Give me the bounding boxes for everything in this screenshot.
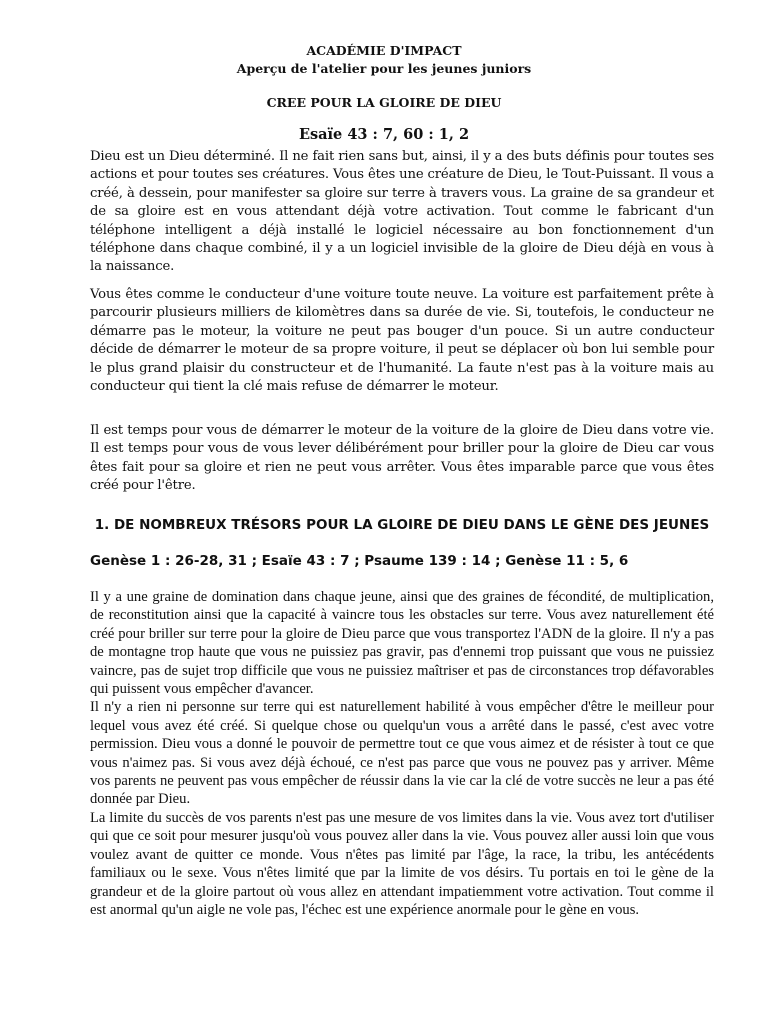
intro-paragraph-2: Vous êtes comme le conducteur d'une voiture toute neuve. La voiture est parfaitement prête à parcourir plusieurs milliers de kilomètres dans sa durée de vie. Si, toutefois, le conducteur ne démarre pas le moteur, la voiture ne peut pas bouger d'un pouce. Si un autre conducteur décide de démarrer le moteur de sa propre voiture, il peut se déplacer où bon lui semble pour le plus grand plaisir du constructeur et de l'humanité. La faute n'est pas à la voiture mais au conducteur qui tient la clé mais refuse de démarrer le moteur.	[90, 287, 714, 395]
section-1-paragraph-2: Il n'y a rien ni personne sur terre qui est naturellement habilité à vous empêcher d'être le meilleur pour lequel vous avez été créé. Si quelque chose ou quelqu'un vous a arrêté dans le passé, c'est avec votre permission. Dieu vous a donné le pouvoir de permettre tout ce que vous aimez et de résister à tout ce que vous n'aimez pas. Si vous avez déjà échoué, ce n'est pas parce que vous ne pouvez pas y arriver. Même vos parents ne peuvent pas vous empêcher de réussir dans la vie car la clé de votre succès ne leur a pas été donnée par Dieu.	[90, 699, 714, 808]
section-1-paragraph-1: Il y a une graine de domination dans chaque jeune, ainsi que des graines de fécondité, de multiplication, de reconstitution ainsi que la capacité à vaincre tous les obstacles sur terre. Vous avez naturellement été créé pour briller sur terre pour la gloire de Dieu parce que vous transportez l'ADN de la gloire. Il n'y a pas de montagne trop haute que vous ne puissiez pas gravir, pas d'ennemi trop puissant que vous ne puissiez vaincre, pas de sujet trop difficile que vous ne puissiez maîtriser et pas de circonstances trop défavorables qui puissent vous empêcher d'avancer.	[90, 589, 714, 698]
academy-heading: ACADÉMIE D'IMPACT	[306, 43, 462, 58]
scripture-reference: Esaïe 43 : 7, 60 : 1, 2	[298, 126, 470, 143]
section-1-paragraph-3: La limite du succès de vos parents n'est pas une mesure de vos limites dans la vie. Vous avez tort d'utiliser qui que ce soit pour mesurer jusqu'où vous pouvez aller dans la vie. Vous pouvez aller aussi loin que vous voulez avant de quitter ce monde. Vous n'êtes pas limité par l'âge, la race, la tribu, les antécédents familiaux ou le sexe. Vous n'êtes limité que par la limite de vos désirs. Tu portais en toi le gène de la grandeur et de la gloire partout où vous allez en attendant impatiemment votre activation. Tout comme il est anormal qu'un aigle ne vole pas, l'échec est une expérience anormale pour le gène en vous.	[90, 809, 714, 918]
section-1-body	[90, 588, 714, 919]
intro-paragraph-1: Dieu est un Dieu déterminé. Il ne fait rien sans but, ainsi, il y a des buts définis pour toutes ses actions et pour toutes ses créatures. Vous êtes une créature de Dieu, le Tout-Puissant. Il vous a créé, à dessein, pour manifester sa gloire sur terre à travers vous. La graine de sa grandeur et de sa gloire est en vous attendant déjà votre activation. Tout comme le fabricant d'un téléphone intelligent a déjà installé le logiciel nécessaire au bon fonctionnement d'un téléphone dans chaque combiné, il y a un logiciel invisible de la gloire de Dieu déjà en vous à la naissance.	[90, 149, 714, 275]
section-1-references: Genèse 1 : 26-28, 31 ; Esaïe 43 : 7 ; Psaume 139 : 14 ; Genèse 11 : 5, 6	[90, 553, 629, 569]
intro-paragraph-3: Il est temps pour vous de démarrer le moteur de la voiture de la gloire de Dieu dans votre vie. Il est temps pour vous de vous lever délibérément pour briller pour la gloire de Dieu car vous êtes fait pour sa gloire et rien ne peut vous arrêter. Vous êtes imparable parce que vous êtes créé pour l'être.	[90, 423, 714, 494]
document-title: CREE POUR LA GLOIRE DE DIEU	[266, 95, 502, 110]
section-1-title: 1. DE NOMBREUX TRÉSORS POUR LA GLOIRE DE DIEU DANS LE GÈNE DES JEUNES	[94, 517, 710, 533]
workshop-subtitle: Aperçu de l'atelier pour les jeunes juniors	[236, 61, 532, 76]
